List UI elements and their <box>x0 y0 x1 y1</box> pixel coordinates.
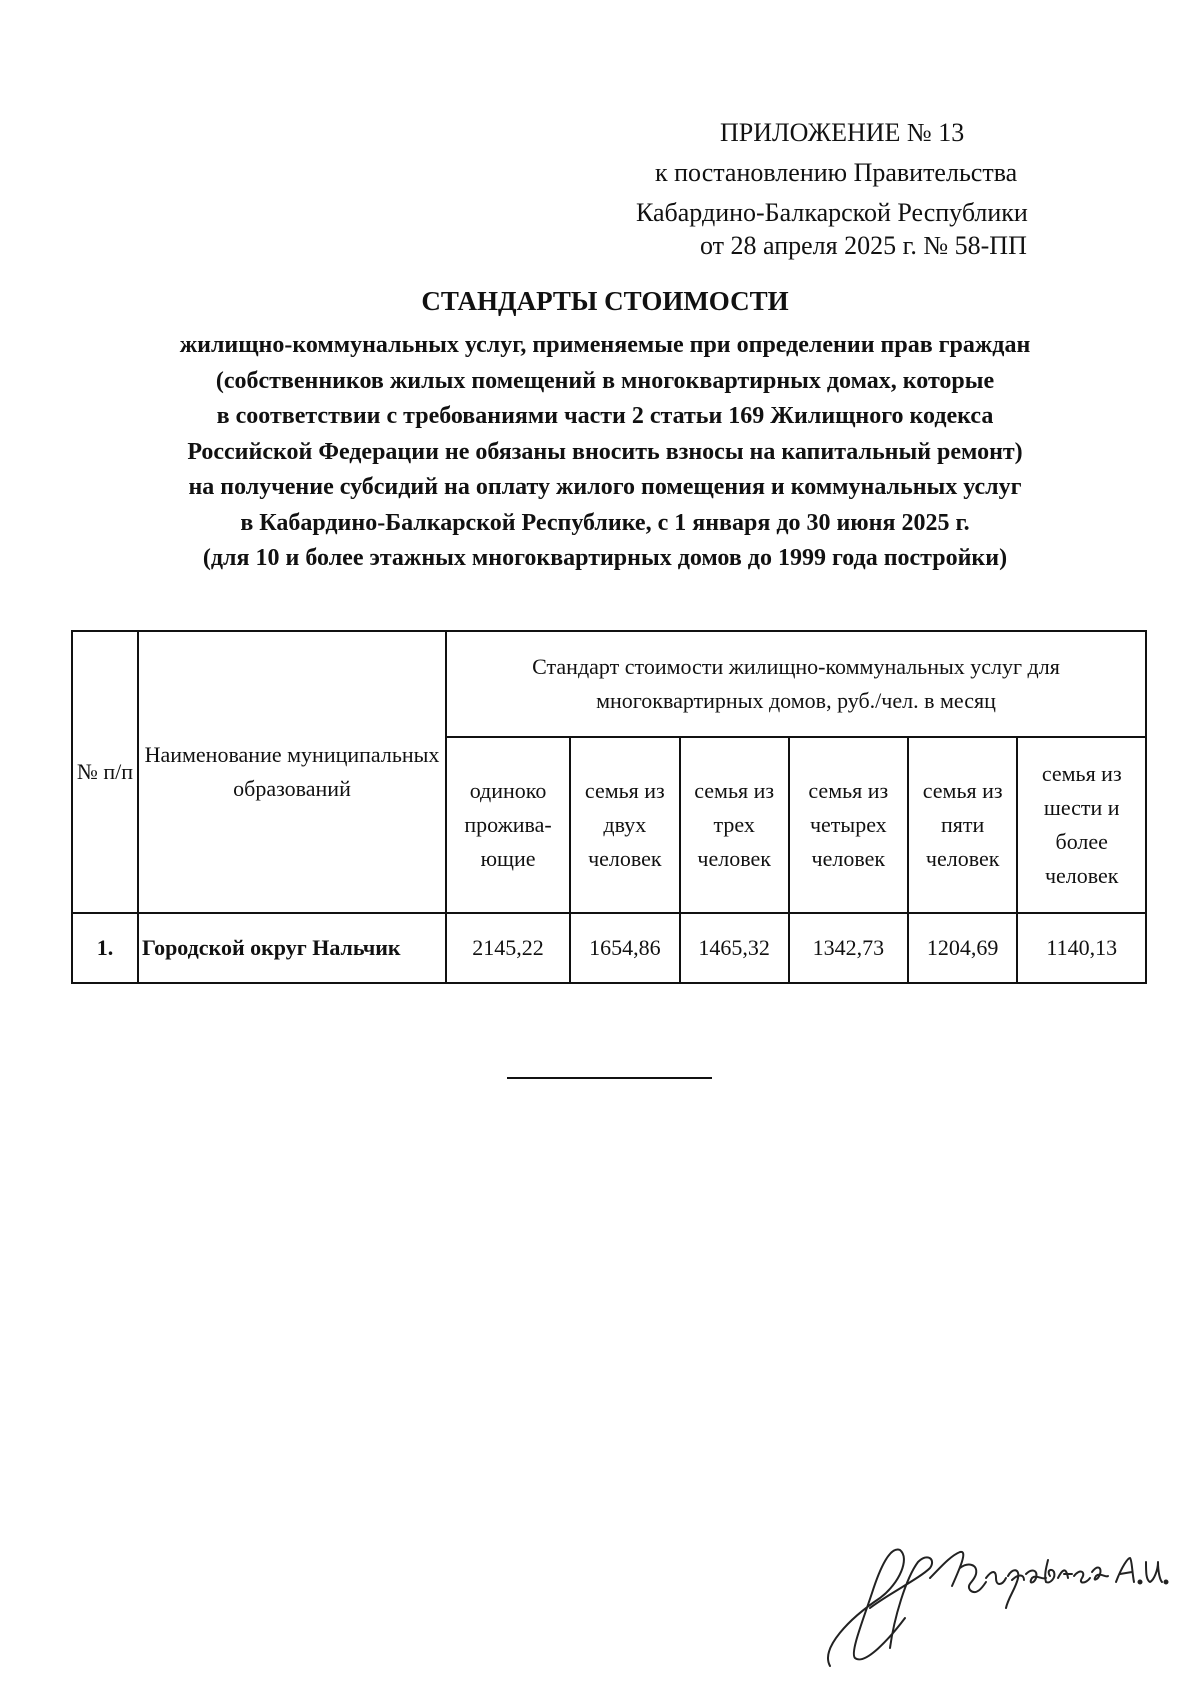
subtitle-line: (для 10 и более этажных многоквартирных домов до 1999 года постройки) <box>202 545 1008 571</box>
row-value-three: 1465,32 <box>680 913 789 983</box>
header-col-five: семья из пяти человек <box>908 737 1018 913</box>
header-name: Наименование муниципальных образований <box>138 631 446 913</box>
row-value-six: 1140,13 <box>1017 913 1146 983</box>
divider-line <box>507 1077 712 1079</box>
header-col-six: семья из шести и более человек <box>1017 737 1146 913</box>
document-subtitle <box>60 328 1150 577</box>
header-col-three: семья из трех человек <box>680 737 789 913</box>
row-num: 1. <box>72 913 138 983</box>
appendix-title: ПРИЛОЖЕНИЕ № 13 <box>720 118 965 147</box>
subtitle-line: на получение субсидий на оплату жилого помещения и коммунальных услуг <box>188 474 1022 500</box>
row-value-single: 2145,22 <box>446 913 570 983</box>
row-name: Городской округ Нальчик <box>138 913 446 983</box>
subtitle-line: (собственников жилых помещений в многоквартирных домах, которые <box>215 367 995 394</box>
subtitle-line: в соответствии с требованиями части 2 статьи 169 Жилищного кодекса <box>216 403 994 429</box>
header-col-four: семья из четырех человек <box>789 737 908 913</box>
subtitle-line: жилищно-коммунальных услуг, применяемые при определении прав граждан <box>179 332 1031 358</box>
standards-table <box>71 630 1147 984</box>
table-header-row <box>72 631 1146 737</box>
document-title: СТАНДАРТЫ СТОИМОСТИ <box>421 286 789 316</box>
table-row <box>72 913 1146 983</box>
appendix-resolution-line: к постановлению Правительства <box>655 158 1018 187</box>
appendix-republic-line: Кабардино-Балкарской Республики <box>636 198 1028 227</box>
row-value-two: 1654,86 <box>570 913 680 983</box>
row-value-five: 1204,69 <box>908 913 1018 983</box>
appendix-date-line: от 28 апреля 2025 г. № 58-ПП <box>700 231 1027 260</box>
handwritten-signature <box>810 1538 1170 1678</box>
header-num: № п/п <box>72 631 138 913</box>
subtitle-line: в Кабардино-Балкарской Республике, с 1 января до 30 июня 2025 г. <box>240 509 970 536</box>
subtitle-line: Российской Федерации не обязаны вносить взносы на капитальный ремонт) <box>187 438 1023 465</box>
header-col-two: семья из двух человек <box>570 737 680 913</box>
header-group: Стандарт стоимости жилищно-коммунальных услуг для многоквартирных домов, руб./чел. в месяц <box>446 631 1146 737</box>
header-col-single: одиноко прожива-ющие <box>446 737 570 913</box>
row-value-four: 1342,73 <box>789 913 908 983</box>
